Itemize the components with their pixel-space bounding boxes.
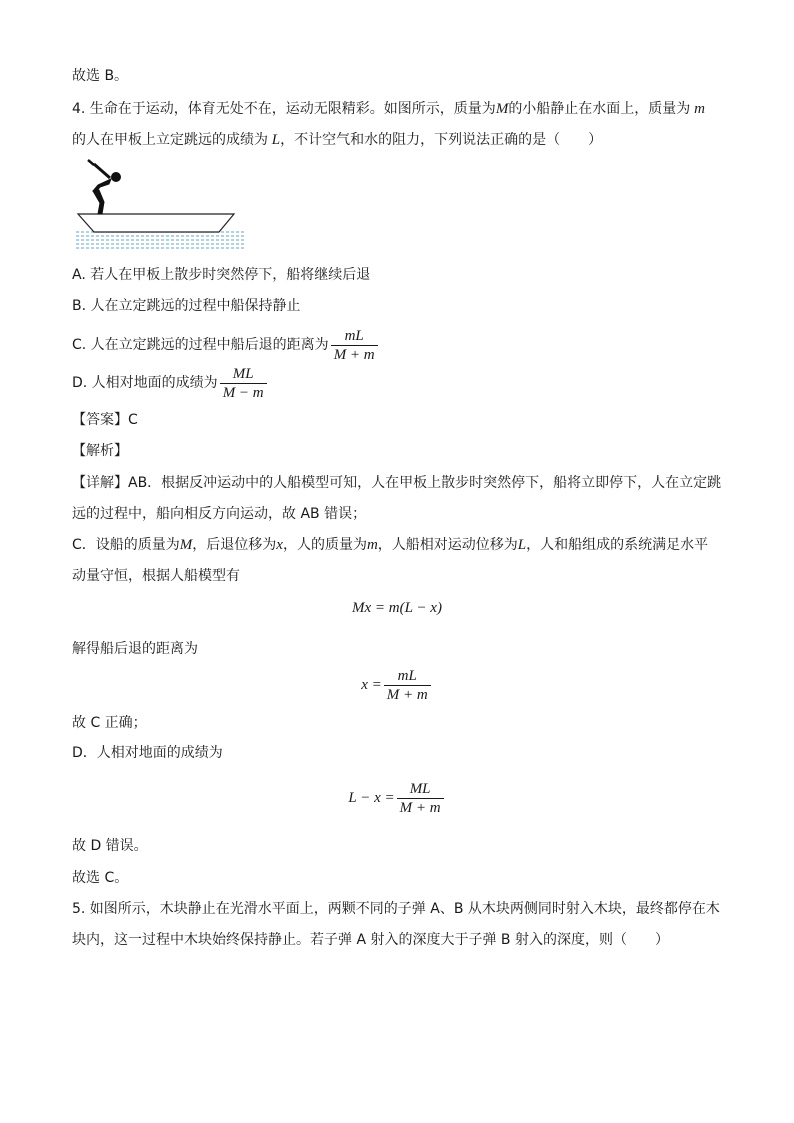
option-d: D. 人相对地面的成绩为 $\frac{ML}{M - m}$ (72, 363, 269, 403)
boat-jumper-figure (74, 158, 254, 253)
water-surface (76, 232, 246, 248)
q4-stem-line2: 的人在甲板上立定跳远的成绩为 L，不计空气和水的阻力，下列说法正确的是（ ） (72, 132, 603, 148)
option-c: C. 人在立定跳远的过程中船后退的距离为 $\frac{mL}{M + m}$ (72, 325, 380, 365)
detail-line2: 远的过程中，船向相反方向运动，故 AB 错误； (72, 506, 367, 522)
equation-retreat-fraction: $\frac{mL}{M + m}$ (384, 668, 431, 703)
boat (78, 214, 234, 232)
detail-line1: 【详解】AB．根据反冲运动中的人船模型可知，人在甲板上散步时突然停下，船将立即停下，人在立定跳 (72, 475, 722, 491)
answer: 【答案】C (72, 412, 138, 428)
equation-ground-distance: L − x = $\frac{ML}{M + m}$ (0, 778, 794, 818)
option-a: A. 若人在甲板上散步时突然停下，船将继续后退 (72, 267, 371, 283)
q4-stem-line1: 4. 生命在于运动，体育无处不在，运动无限精彩。如图所示，质量为M的小船静止在水面上，质量为 m (72, 101, 705, 117)
final-answer: 故选 C。 (72, 870, 129, 886)
option-d-fraction: $\frac{ML}{M - m}$ (220, 366, 267, 401)
c-line1: C．设船的质量为M，后退位移为x，人的质量为m，人船相对运动位移为L，人和船组成的系统满足水平 (72, 537, 709, 553)
equation-ground-fraction: $\frac{ML}{M + m}$ (397, 781, 444, 816)
q5-line1: 5. 如图所示，木块静止在光滑水平面上，两颗不同的子弹 A、B 从木块两侧同时射入木块，最终都停在木 (72, 901, 720, 917)
analysis-label: 【解析】 (72, 443, 128, 459)
c-line2: 动量守恒，根据人船模型有 (72, 568, 240, 584)
equation-retreat-distance: x = $\frac{mL}{M + m}$ (0, 665, 794, 705)
option-b: B. 人在立定跳远的过程中船保持静止 (72, 298, 301, 314)
d-conclusion: 故 D 错误。 (72, 838, 148, 854)
jumper (88, 160, 121, 214)
d-line: D．人相对地面的成绩为 (72, 745, 223, 761)
equation-momentum: Mx = m(L − x) (352, 600, 442, 616)
prev-conclusion: 故选 B。 (72, 68, 129, 84)
c-conclusion: 故 C 正确； (72, 715, 147, 731)
c-line3: 解得船后退的距离为 (72, 641, 198, 657)
option-c-fraction: $\frac{mL}{M + m}$ (331, 328, 378, 363)
q5-line2: 块内，这一过程中木块始终保持静止。若子弹 A 射入的深度大于子弹 B 射入的深度，则（ ） (72, 932, 669, 948)
